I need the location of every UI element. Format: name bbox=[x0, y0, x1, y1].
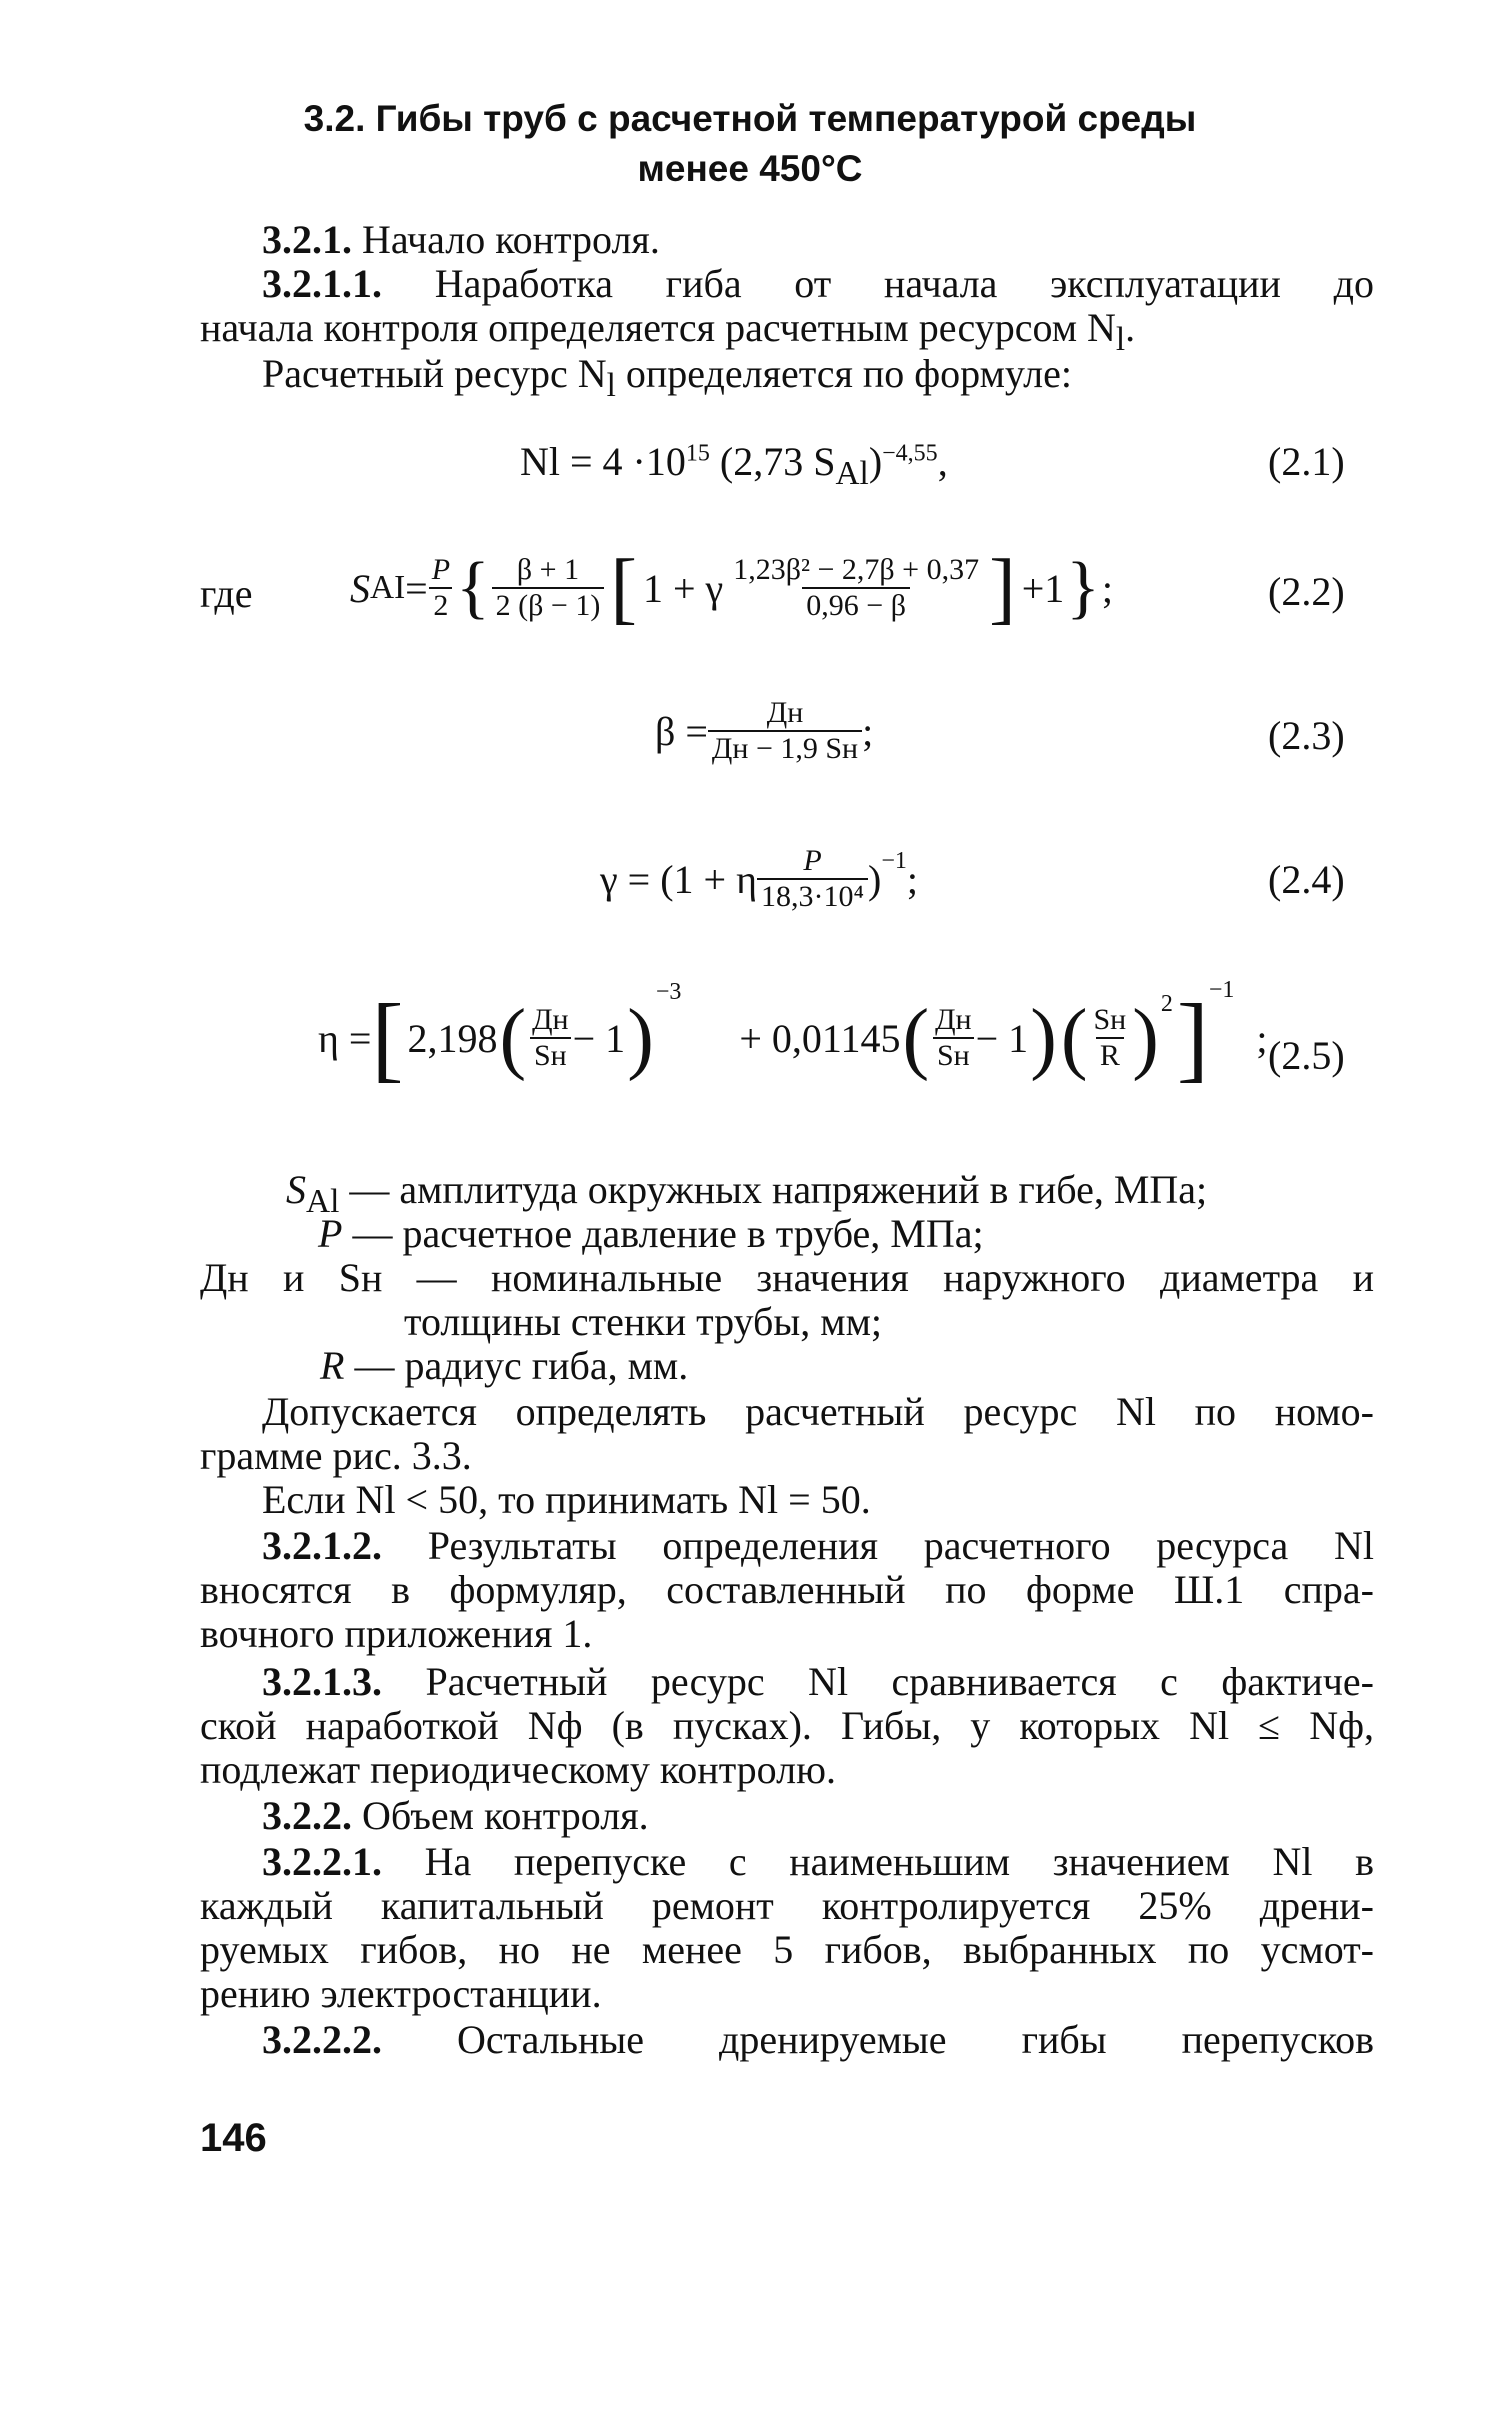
paragraph-3-2-2: 3.2.2. Объем контроля. bbox=[262, 1793, 649, 1838]
equation-number-2-1: (2.1) bbox=[1268, 439, 1345, 484]
page-number: 146 bbox=[200, 2116, 267, 2160]
definition-dn-sn: Дн и Sн — номинальные значения наружного диаметра и bbox=[200, 1255, 1374, 1300]
formula-intro: Расчетный ресурс $N_l$ определяется по формуле: bbox=[262, 351, 1072, 404]
nomogram-line2: грамме рис. 3.3. bbox=[200, 1433, 472, 1478]
where-label: где bbox=[200, 571, 253, 616]
paragraph-3-2-1-2-line3: вочного приложения 1. bbox=[200, 1611, 593, 1656]
paragraph-3-2-1-1-line2: начала контроля определяется расчетным ресурсом $N_l$. bbox=[200, 305, 1136, 358]
definition-r: R — радиус гиба, мм. bbox=[320, 1343, 689, 1388]
definition-dn-sn-cont: толщины стенки трубы, мм; bbox=[404, 1299, 882, 1344]
paragraph-3-2-1-2-line1: 3.2.1.2. Результаты определения расчетного ресурса Nl bbox=[262, 1523, 1374, 1568]
paragraph-3-2-1-3-line2: ской наработкой Nф (в пусках). Гибы, у которых Nl ≤ Nф, bbox=[200, 1703, 1374, 1748]
paragraph-3-2-1: 3.2.1. Начало контроля. bbox=[262, 217, 660, 262]
paragraph-3-2-2-1-line3: руемых гибов, но не менее 5 гибов, выбранных по усмот- bbox=[200, 1927, 1374, 1972]
equation-2-3: β = $\frac{Дн}{Дн - 1,9 Sн}$ ; bbox=[655, 696, 874, 765]
paragraph-3-2-1-2-line2: вносятся в формуляр, составленный по форме Ш.1 спра- bbox=[200, 1567, 1374, 1612]
paragraph-3-2-2-1-line4: рению электростанции. bbox=[200, 1971, 602, 2016]
paragraph-3-2-1-3-line3: подлежат периодическому контролю. bbox=[200, 1747, 836, 1792]
equation-number-2-4: (2.4) bbox=[1268, 857, 1345, 902]
definition-p: P — расчетное давление в трубе, МПа; bbox=[318, 1211, 984, 1256]
if-condition-line: Если Nl < 50, то принимать Nl = 50. bbox=[262, 1477, 871, 1522]
paragraph-3-2-1-3-line1: 3.2.1.3. Расчетный ресурс Nl сравнивается с фактиче- bbox=[262, 1659, 1374, 1704]
equation-2-2: S AI = $\frac{P}{2}$ { $\frac{\beta + 1}{2 (\beta - 1)}$ [ 1 + γ $\frac{\text{1,23β² − 2,7β + 0,37}}{0,96 - \beta}$ ] +1 } ; bbox=[350, 544, 1114, 632]
equation-2-4: γ = (1 + η $\frac{P}{\text{18,3·10⁴}}$ ) $^{-1}$ ; bbox=[600, 844, 918, 913]
equation-number-2-2: (2.2) bbox=[1268, 569, 1345, 614]
equation-number-2-3: (2.3) bbox=[1268, 713, 1345, 758]
nomogram-line1: Допускается определять расчетный ресурс Nl по номо- bbox=[262, 1389, 1374, 1434]
paragraph-3-2-2-2-line1: 3.2.2.2. Остальные дренируемые гибы перепусков bbox=[262, 2017, 1374, 2062]
paragraph-3-2-2-1-line2: каждый капитальный ремонт контролируется 25% дрени- bbox=[200, 1883, 1374, 1928]
paragraph-3-2-1-1-line1: 3.2.1.1. Наработка гиба от начала эксплуатации до bbox=[262, 261, 1374, 306]
section-heading-line2: менее 450°С bbox=[637, 148, 863, 189]
equation-2-1: $Nl = 4 \cdot 10^{15}$ (2,73 $S_{Al})^{-4,55}$, bbox=[520, 439, 948, 492]
definition-sal: $S_{Al}$ — амплитуда окружных напряжений в гибе, МПа; bbox=[286, 1167, 1208, 1220]
paragraph-3-2-2-1-line1: 3.2.2.1. На перепуске с наименьшим значением Nl в bbox=[262, 1839, 1374, 1884]
equation-2-5: η = [ 2,198 ( $\frac{Дн}{Sн}$ − 1 ) $^{-3}$ + 0,01145 ( $\frac{Дн}{Sн}$ − 1 ) ( $\frac{Sн}{R}$ ) $^2$ ] $^{-1}$ ; bbox=[318, 976, 1268, 1091]
equation-number-2-5: (2.5) bbox=[1268, 1033, 1345, 1078]
section-heading-line1: 3.2. Гибы труб с расчетной температурой среды bbox=[303, 98, 1197, 139]
